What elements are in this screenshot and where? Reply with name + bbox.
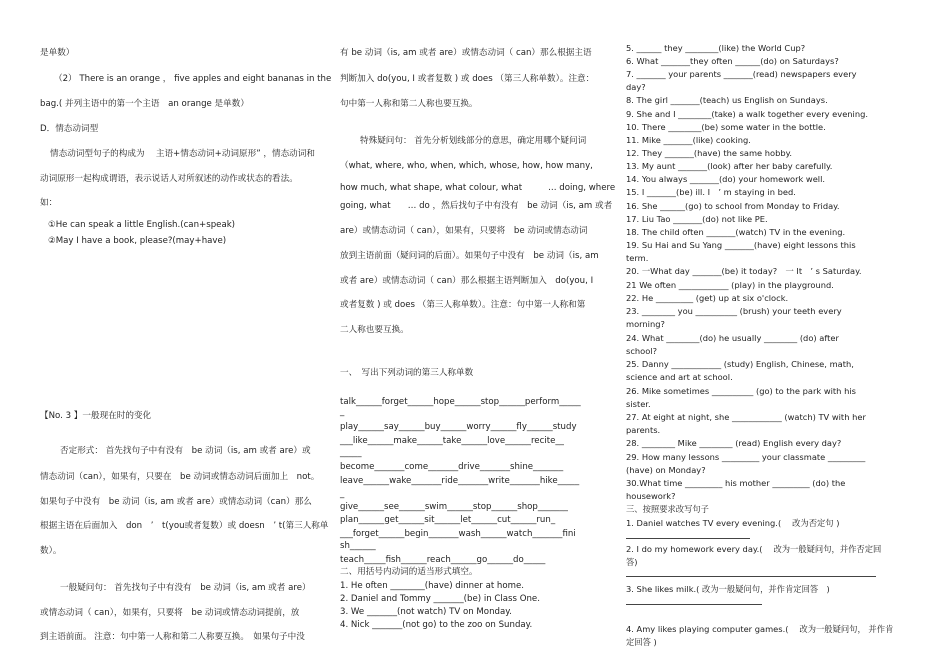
- exercise-line: 5. ______ they ________(like) the World Cup?: [626, 43, 806, 53]
- section-heading: 一、 写出下列动词的第三人称单数: [340, 368, 474, 378]
- text-line: 如：: [40, 198, 58, 208]
- exercise-line: 16. She ______(go) to school from Monday to Friday.: [626, 201, 840, 211]
- exercise-line: 3. She likes milk.( 改为一般疑问句，并作肯定回答 ): [626, 584, 830, 594]
- exercise-line: 27. At eight at night, she ____________ (watch) TV with her: [626, 412, 866, 422]
- text-line: 句中第一人称和第二人称也要互换。: [340, 99, 478, 109]
- exercise-line: parents.: [626, 425, 661, 435]
- exercise-line: 21 We often ____________ (play) in the playground.: [626, 280, 834, 290]
- exercise-line: 6. What _______they often ______(do) on Saturdays?: [626, 56, 839, 66]
- text-line: 数）。: [40, 546, 62, 556]
- exercise-line: 23. ________ you __________ (brush) your teeth every: [626, 306, 842, 316]
- exercise-line: 11. Mike _______(like) cooking.: [626, 135, 751, 145]
- exercise-line: morning?: [626, 319, 665, 329]
- example-line: ①He can speak a little English.(can+speak): [48, 220, 236, 230]
- exercise-line: school?: [626, 346, 658, 356]
- exercise-line: 3. We _______(not watch) TV on Monday.: [340, 607, 512, 617]
- exercise-line: 22. He _________ (get) up at six o'clock.: [626, 293, 789, 303]
- text-line: 情态动词型句子的构成为 主语+情态动词+动词原形” ，情态动词和: [50, 149, 315, 159]
- exercise-line: 26. Mike sometimes __________ (go) to the park with his: [626, 386, 856, 396]
- exercise-line: become_______come_______drive_______shine_______: [340, 462, 564, 472]
- text-line: 到主语前面。 注意：句中第一人称和第二人称要互换。 如果句子中没: [40, 632, 305, 642]
- exercise-line: 9. She and I ________(take) a walk together every evening.: [626, 109, 869, 119]
- exercise-line: play______say______buy______worry______fly______study: [340, 422, 577, 432]
- exercise-line: _: [340, 407, 345, 417]
- exercise-line: _____: [340, 448, 362, 458]
- text-line: 或者 are）或情态动词（ can）那么根据主语判断加入 do(you, I: [340, 276, 594, 286]
- answer-line: [626, 604, 762, 605]
- exercise-line: 8. The girl _______(teach) us English on Sundays.: [626, 95, 828, 105]
- exercise-line: day?: [626, 82, 646, 92]
- text-line: （2） There is an orange ， five apples and eight bananas in the: [54, 74, 332, 84]
- exercise-line: 2. Daniel and Tommy _______(be) in Class One.: [340, 594, 540, 604]
- example-line: ②May I have a book, please?(may+have): [48, 236, 227, 246]
- exercise-line: plan______get______sit______let______cut______run_: [340, 515, 556, 525]
- text-line: 或者复数 ) 或 does （第三人称单数）。注意：句中第一人称和第: [340, 300, 586, 310]
- text-line: 二人称也要互换。: [340, 325, 409, 335]
- exercise-line: 1. He often ________(have) dinner at home.: [340, 581, 525, 591]
- exercise-line: 20. 一What day _______(be) it today? 一 It ’ s Saturday.: [626, 266, 862, 276]
- text-line: 情态动词（can），如果有，只要在 be 动词或情态动词后面加上 not。: [40, 472, 320, 482]
- exercise-line: 30.What time _________ his mother _________ (do) the: [626, 478, 846, 488]
- text-line: 动词原形一起构成谓语，表示说话人对所叙述的动作或状态的看法。: [40, 174, 298, 184]
- exercise-line: 答): [626, 557, 638, 567]
- exercise-line: 24. What ________(do) he usually ________ (do) after: [626, 333, 839, 343]
- exercise-line: (have) on Monday?: [626, 465, 706, 475]
- text-line: 有 be 动词（is, am 或者 are）或情态动词（ can）那么根据主语: [340, 48, 592, 58]
- answer-line: [626, 538, 750, 539]
- exercise-line: 1. Daniel watches TV every evening.( 改为否定句 ): [626, 518, 840, 528]
- text-line: 一般疑问句： 首先找句子中有没有 be 动词（is, am 或者 are）: [60, 583, 311, 593]
- exercise-line: ___forget______begin_______wash______watch_______fini: [340, 529, 576, 539]
- exercise-line: sh______: [340, 541, 376, 551]
- section-heading: 【No. 3 】一般现在时的变化: [40, 411, 152, 421]
- exercise-line: _: [340, 489, 345, 499]
- text-line: 否定形式： 首先找句子中有没有 be 动词（is, am 或者 are）或: [60, 446, 311, 456]
- text-line: going, what … do ，然后找句子中有没有 be 动词（is, am 或者: [340, 201, 613, 211]
- text-line: 根据主语在后面加入 don ’ t(you或者复数）或 doesn ’ t(第三人称单: [40, 521, 329, 531]
- exercise-line: leave______wake_______ride_______write_______hike_____: [340, 476, 580, 486]
- exercise-line: 13. My aunt _______(look) after her baby carefully.: [626, 161, 833, 171]
- exercise-line: 12. They _______(have) the same hobby.: [626, 148, 793, 158]
- text-line: 放到主语前面（疑问词的后面）。如果句子中没有 be 动词（is, am: [340, 251, 599, 261]
- text-line: bag.( 并列主语中的第一个主语 an orange 是单数）: [40, 99, 249, 109]
- exercise-line: ___like______make______take______love______recite__: [340, 436, 564, 446]
- exercise-line: sister.: [626, 399, 651, 409]
- exercise-line: 29. How many lessons _________ your classmate _________: [626, 452, 866, 462]
- exercise-line: science and art at school.: [626, 372, 733, 382]
- exercise-line: 17. Liu Tao _______(do) not like PE.: [626, 214, 768, 224]
- exercise-line: 10. There ________(be) some water in the bottle.: [626, 122, 826, 132]
- section-heading: 三、按照要求改写句子: [626, 504, 709, 514]
- text-line: how much, what shape, what colour, what … doing, where: [340, 183, 616, 193]
- text-line: 如果句子中没有 be 动词（is, am 或者 are）或情态动词（can）那么: [40, 497, 312, 507]
- exercise-line: 定回答 ): [626, 637, 657, 647]
- exercise-line: 2. I do my homework every day.( 改为一般疑问句，并作否定回: [626, 544, 882, 554]
- section-heading: 二、用括号内动词的适当形式填空。: [340, 567, 478, 577]
- exercise-line: talk______forget______hope______stop______perform_____: [340, 397, 581, 407]
- text-line: 是单数）: [40, 48, 75, 58]
- exercise-line: 4. Amy likes playing computer games.( 改为一般疑问句， 并作肯: [626, 624, 894, 634]
- exercise-line: 4. Nick _______(not go) to the zoo on Sunday.: [340, 620, 533, 630]
- exercise-line: teach_____fish______reach______go______do_____: [340, 555, 546, 565]
- text-line: 或情态动词（ can），如果有，只要将 be 动词或情态动词提前，放: [40, 608, 300, 618]
- text-line: （what, where, who, when, which, whose, how, how many,: [340, 161, 593, 171]
- exercise-line: 7. _______ your parents _______(read) newspapers every: [626, 69, 857, 79]
- exercise-line: term.: [626, 253, 649, 263]
- exercise-line: 15. I _______(be) ill. I ’ m staying in bed.: [626, 187, 796, 197]
- exercise-line: housework?: [626, 491, 676, 501]
- section-heading: D．情态动词型: [40, 124, 99, 134]
- text-line: 判断加入 do(you, I 或者复数 ) 或 does （第三人称单数）。注意：: [340, 74, 595, 84]
- text-line: are）或情态动词（ can），如果有，只要将 be 动词或情态动词: [340, 226, 588, 236]
- exercise-line: 19. Su Hai and Su Yang _______(have) eight lessons this: [626, 240, 856, 250]
- exercise-line: 18. The child often _______(watch) TV in the evening.: [626, 227, 846, 237]
- exercise-line: 28. ________ Mike ________ (read) English every day?: [626, 438, 842, 448]
- exercise-line: 25. Danny ____________ (study) English, Chinese, math,: [626, 359, 854, 369]
- answer-line: [626, 576, 876, 577]
- text-line: 特殊疑问句： 首先分析划线部分的意思，确定用哪个疑问词: [360, 136, 587, 146]
- exercise-line: 14. You always _______(do) your homework well.: [626, 174, 826, 184]
- exercise-line: give______see______swim______stop______shop_______: [340, 502, 568, 512]
